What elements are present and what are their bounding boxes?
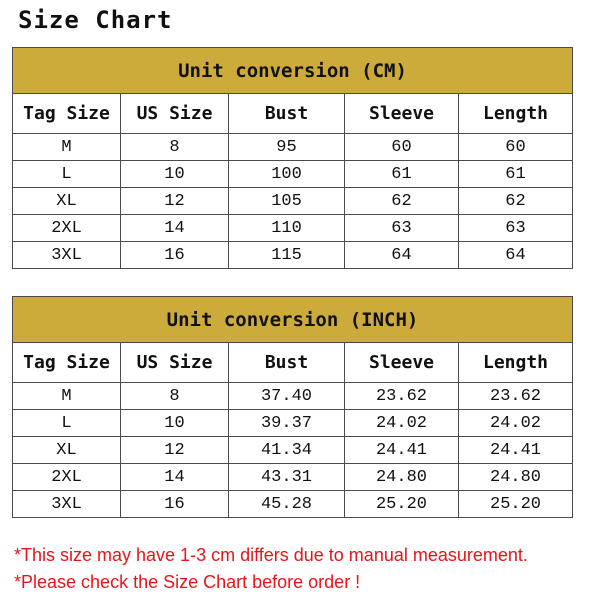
cell-bust: 39.37 xyxy=(229,410,345,437)
cell-bust: 45.28 xyxy=(229,491,345,518)
size-table-inch xyxy=(12,296,573,518)
cell-length: 23.62 xyxy=(459,383,573,410)
table-row xyxy=(13,161,573,188)
col-header-length: Length xyxy=(459,343,573,383)
cell-tag-size: M xyxy=(13,383,121,410)
col-header-bust: Bust xyxy=(229,343,345,383)
cell-tag-size: 2XL xyxy=(13,464,121,491)
measurement-note: *This size may have 1-3 cm differs due to manual measurement. xyxy=(14,545,528,565)
cell-tag-size: XL xyxy=(13,188,121,215)
cell-us-size: 16 xyxy=(121,242,229,269)
cell-us-size: 12 xyxy=(121,437,229,464)
cell-length: 64 xyxy=(459,242,573,269)
cell-us-size: 14 xyxy=(121,464,229,491)
check-chart-note: *Please check the Size Chart before order ! xyxy=(14,572,361,592)
cell-us-size: 14 xyxy=(121,215,229,242)
cell-sleeve: 60 xyxy=(345,134,459,161)
cell-length: 61 xyxy=(459,161,573,188)
cell-length: 62 xyxy=(459,188,573,215)
col-header-sleeve: Sleeve xyxy=(345,343,459,383)
cell-length: 24.02 xyxy=(459,410,573,437)
cell-sleeve: 62 xyxy=(345,188,459,215)
cell-bust: 105 xyxy=(229,188,345,215)
cell-sleeve: 61 xyxy=(345,161,459,188)
cell-tag-size: 2XL xyxy=(13,215,121,242)
cell-us-size: 16 xyxy=(121,491,229,518)
col-header-length: Length xyxy=(459,94,573,134)
cell-sleeve: 25.20 xyxy=(345,491,459,518)
page-title: Size Chart xyxy=(18,6,173,34)
cell-length: 25.20 xyxy=(459,491,573,518)
cell-sleeve: 23.62 xyxy=(345,383,459,410)
table-row xyxy=(13,242,573,269)
table-row xyxy=(13,491,573,518)
table-row xyxy=(13,134,573,161)
col-header-bust: Bust xyxy=(229,94,345,134)
col-header-tag-size: Tag Size xyxy=(13,343,121,383)
col-header-sleeve: Sleeve xyxy=(345,94,459,134)
cell-length: 24.80 xyxy=(459,464,573,491)
cell-bust: 95 xyxy=(229,134,345,161)
cell-sleeve: 24.41 xyxy=(345,437,459,464)
cell-us-size: 10 xyxy=(121,161,229,188)
cell-bust: 115 xyxy=(229,242,345,269)
cell-tag-size: M xyxy=(13,134,121,161)
cell-length: 60 xyxy=(459,134,573,161)
cell-bust: 43.31 xyxy=(229,464,345,491)
table-row xyxy=(13,410,573,437)
table-banner-cm: Unit conversion (CM) xyxy=(13,48,573,94)
cell-tag-size: L xyxy=(13,410,121,437)
table-banner-inch: Unit conversion (INCH) xyxy=(13,297,573,343)
cell-sleeve: 64 xyxy=(345,242,459,269)
cell-us-size: 12 xyxy=(121,188,229,215)
col-header-us-size: US Size xyxy=(121,343,229,383)
cell-bust: 110 xyxy=(229,215,345,242)
col-header-us-size: US Size xyxy=(121,94,229,134)
cell-length: 24.41 xyxy=(459,437,573,464)
cell-sleeve: 24.02 xyxy=(345,410,459,437)
col-header-tag-size: Tag Size xyxy=(13,94,121,134)
cell-tag-size: L xyxy=(13,161,121,188)
table-row xyxy=(13,383,573,410)
cell-length: 63 xyxy=(459,215,573,242)
cell-us-size: 8 xyxy=(121,383,229,410)
cell-tag-size: XL xyxy=(13,437,121,464)
cell-bust: 100 xyxy=(229,161,345,188)
cell-sleeve: 24.80 xyxy=(345,464,459,491)
cell-bust: 41.34 xyxy=(229,437,345,464)
cell-us-size: 10 xyxy=(121,410,229,437)
cell-bust: 37.40 xyxy=(229,383,345,410)
cell-sleeve: 63 xyxy=(345,215,459,242)
table-row xyxy=(13,215,573,242)
table-row xyxy=(13,464,573,491)
cell-tag-size: 3XL xyxy=(13,242,121,269)
table-row xyxy=(13,437,573,464)
cell-tag-size: 3XL xyxy=(13,491,121,518)
table-row xyxy=(13,188,573,215)
size-table-cm xyxy=(12,47,573,269)
cell-us-size: 8 xyxy=(121,134,229,161)
